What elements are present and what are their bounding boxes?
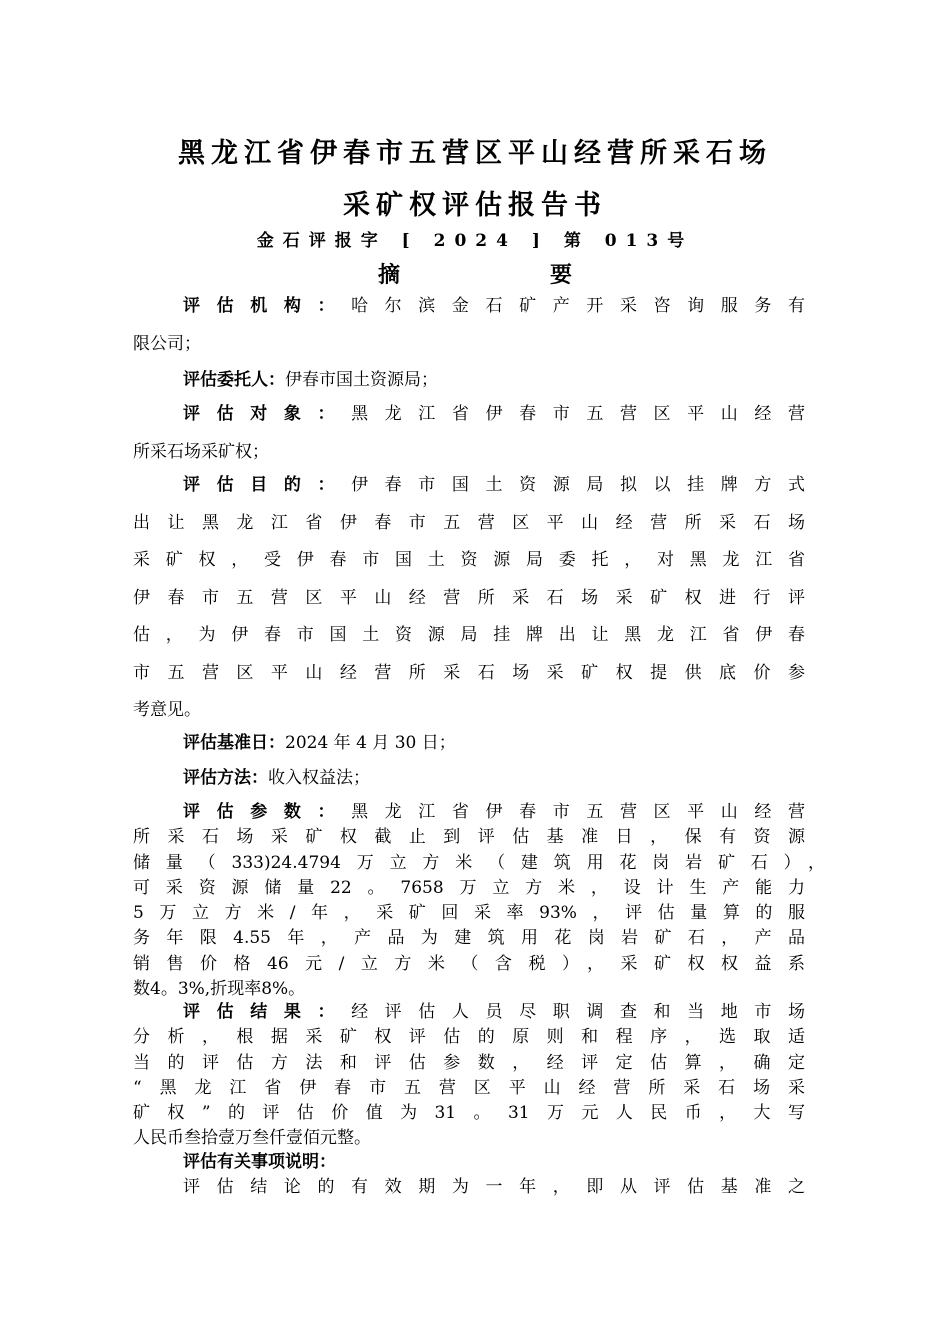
section-label: 评估委托人： bbox=[183, 370, 285, 390]
section-text: 出让黑龙江省伊春市五营区平山经营所采石场 bbox=[133, 512, 805, 533]
section-text: “黑龙江省伊春市五营区平山经营所采石场采 bbox=[133, 1077, 805, 1098]
section-text: 市五营区平山经营所采石场采矿权提供底价参 bbox=[133, 662, 805, 683]
section-label: 评估基准日： bbox=[183, 733, 285, 753]
section-notes bbox=[133, 1150, 805, 1201]
section-label: 评估方法： bbox=[183, 768, 268, 788]
abstract-heading bbox=[0, 258, 950, 289]
section-result bbox=[133, 1000, 805, 1152]
section-text: 所采石场采矿权截止到评估基准日，保有资源 bbox=[133, 827, 805, 848]
section-text: 2024 年 4 月 30 日； bbox=[285, 733, 456, 753]
section-purpose bbox=[133, 467, 805, 730]
section-text: 考意见。 bbox=[133, 700, 201, 720]
section-client bbox=[133, 362, 805, 400]
section-text: 采矿权，受伊春市国土资源局委托，对黑龙江省 bbox=[133, 550, 805, 570]
section-text: 估，为伊春市国土资源局挂牌出让黑龙江省伊春 bbox=[133, 625, 805, 645]
abstract-heading-char-2: 要 bbox=[550, 262, 573, 288]
abstract-heading-char-1: 摘 bbox=[377, 262, 400, 288]
report-number: 金石评报字 [ 2024 ] 第 013号 bbox=[256, 231, 694, 251]
section-text: 伊春市国土资源局； bbox=[285, 370, 438, 390]
section-text: 务年限4.55年，产品为建筑用花岗岩矿石，产品 bbox=[133, 928, 805, 949]
section-object bbox=[133, 396, 805, 471]
section-text: 矿权”的评估价值为31。31万元人民币，大写 bbox=[133, 1103, 805, 1124]
section-text: 5万立方米/年，采矿回采率93%，评估量算的服 bbox=[133, 903, 805, 924]
section-text: 收入权益法； bbox=[268, 768, 370, 788]
section-text: 评估结论的有效期为一年，即从评估基准之 bbox=[183, 1177, 805, 1198]
section-method bbox=[133, 760, 805, 798]
report-title-line-2: 采矿权评估报告书 bbox=[343, 190, 607, 221]
section-text: 伊春市国土资源局拟以挂牌方式 bbox=[351, 475, 806, 495]
report-title-line-1: 黑龙江省伊春市五营区平山经营所采石场 bbox=[178, 138, 772, 169]
section-text: 伊春市五营区平山经营所采石场采矿权进行评 bbox=[133, 587, 805, 608]
section-text: 可采资源储量22。7658万立方米，设计生产能力 bbox=[133, 877, 805, 898]
section-label: 评估结果： bbox=[183, 1002, 352, 1022]
section-text: 人民币叁拾壹万叁仟壹佰元整。 bbox=[133, 1128, 371, 1149]
section-text: 黑龙江省伊春市五营区平山经营 bbox=[351, 802, 806, 822]
section-label: 评估对象： bbox=[183, 404, 352, 424]
section-text: 所采石场采矿权； bbox=[133, 441, 269, 462]
section-text: 限公司； bbox=[133, 333, 201, 354]
section-text: 分析，根据采矿权评估的原则和程序，选取适 bbox=[133, 1027, 805, 1048]
section-text: 数4。3%,折现率8%。 bbox=[133, 979, 306, 1000]
section-label: 评估目的： bbox=[183, 475, 352, 495]
section-text: 黑龙江省伊春市五营区平山经营 bbox=[351, 404, 806, 424]
section-agency bbox=[133, 288, 805, 363]
section-label: 评估有关事项说明： bbox=[183, 1152, 336, 1172]
section-base-date bbox=[133, 725, 805, 763]
section-parameters bbox=[133, 800, 825, 1002]
section-text: 销售价格46元/立方米（含税），采矿权权益系 bbox=[133, 953, 805, 974]
section-text: 经评估人员尽职调查和当地市场 bbox=[351, 1002, 806, 1022]
section-label: 评估参数： bbox=[183, 802, 352, 822]
section-text: 储量（333)24.4794万立方米（建筑用花岗岩矿石）， bbox=[133, 852, 825, 873]
section-label: 评估机构： bbox=[183, 296, 352, 316]
section-text: 哈尔滨金石矿产开采咨询服务有 bbox=[351, 296, 806, 316]
section-text: 当的评估方法和评估参数，经评定估算，确定 bbox=[133, 1052, 805, 1073]
